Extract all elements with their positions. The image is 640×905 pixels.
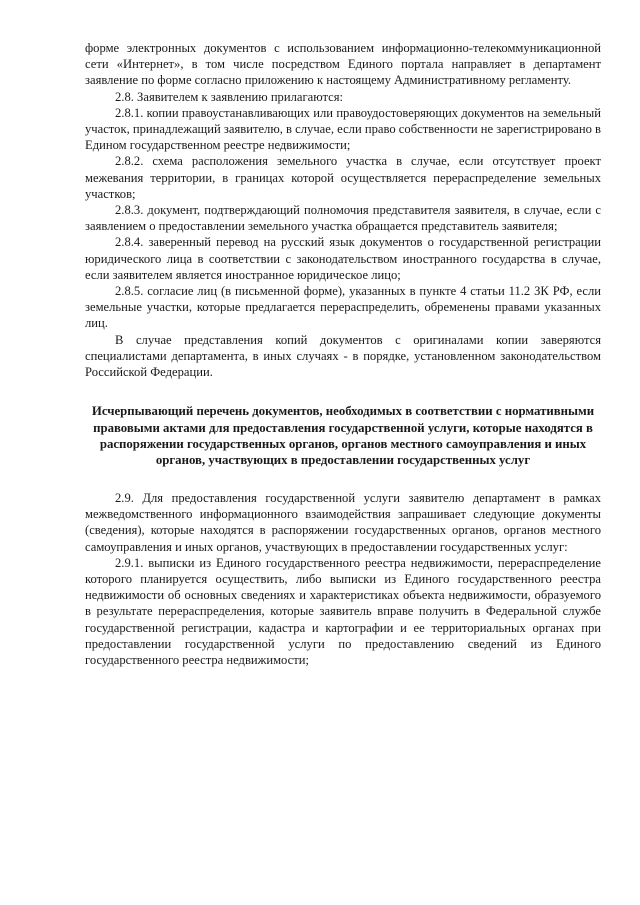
document-page — [85, 40, 601, 668]
paragraph-2-8-5: 2.8.5. согласие лиц (в письменной форме), указанных в пункте 4 статьи 11.2 ЗК РФ, если земельные участки, которые предлагается перераспределить, обременены правами указанных лиц. — [85, 284, 601, 331]
paragraph-2-9-1: 2.9.1. выписки из Единого государственного реестра недвижимости, перераспределение которого планируется осуществить, либо выписки из Единого государственного реестра недвижимости об основных сведениях и характеристиках объекта недвижимости, образуемого в результате перераспределения, которые заявитель вправе получить в Федеральной службе государственной регистрации, кадастра и картографии и ее территориальных органах при предоставлении государственной услуги по предоставлению сведений из Единого государственного реестра недвижимости; — [85, 555, 601, 667]
paragraph-2-9: 2.9. Для предоставления государственной услуги заявителю департамент в рамках межведомственного информационного взаимодействия запрашивает следующие документы (сведения), которые находятся в распоряжении государственных органов, органов местного самоуправления и иных органов, участвующих в предоставлении государственных услуг: — [85, 490, 601, 554]
paragraph-copies-note: В случае представления копий документов с оригиналами копии заверяются специалистами департамента, в иных случаях - в порядке, установленном законодательством Российской Федерации. — [85, 332, 601, 380]
paragraph-intro: форме электронных документов с использованием информационно-телекоммуникационной сети «Интернет», в том числе посредством Единого портала направляет в департамент заявление по форме согласно приложению к настоящему Административному регламенту. — [85, 41, 601, 88]
paragraph-2-8: 2.8. Заявителем к заявлению прилагаются: — [115, 89, 344, 104]
paragraph-2-8-4: 2.8.4. заверенный перевод на русский язык документов о государственной регистрации юридического лица в соответствии с законодательством иностранного государства в случае, если заявителем является иностранное юридическое лицо; — [85, 235, 601, 282]
paragraph-2-8-1: 2.8.1. копии правоустанавливающих или правоудостоверяющих документов на земельный участок, принадлежащий заявителю, в случае, если право собственности не зарегистрировано в Едином государственном реестре недвижимости; — [85, 105, 601, 153]
paragraph-2-8-2: 2.8.2. схема расположения земельного участка в случае, если отсутствует проект межевания территории, в границах которой осуществляется перераспределение земельных участков; — [85, 154, 601, 201]
paragraph-2-8-3: 2.8.3. документ, подтверждающий полномочия представителя заявителя, в случае, если с заявлением о предоставлении земельного участка обращается представитель заявителя; — [85, 203, 601, 234]
section-heading: Исчерпывающий перечень документов, необходимых в соответствии с нормативными правовыми актами для предоставления государственной услуги, которые находятся в распоряжении государственных органов, органов местного самоуправления и иных органов, участвующих в предоставлении государственных услуг — [91, 404, 595, 468]
